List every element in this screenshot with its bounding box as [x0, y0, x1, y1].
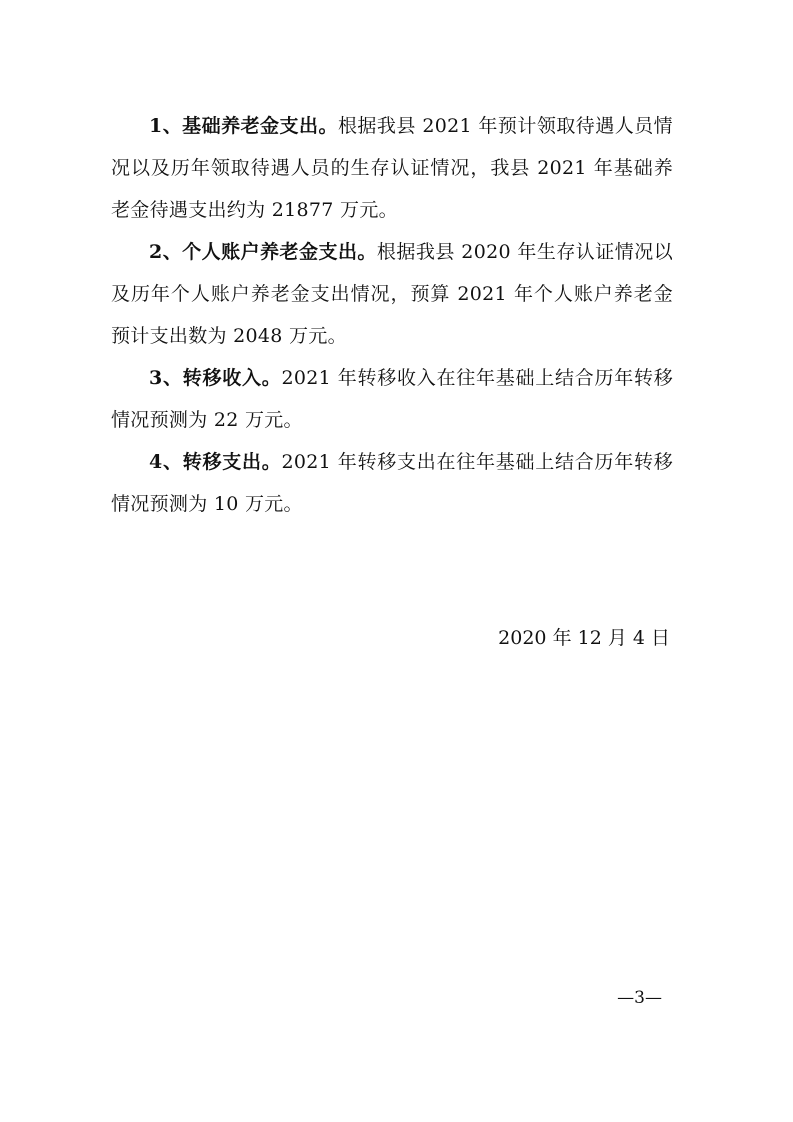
paragraph-heading: 4、转移支出。: [149, 451, 282, 473]
document-body: [111, 105, 673, 525]
paragraph-heading: 2、个人账户养老金支出。: [149, 241, 377, 263]
document-date: 2020 年 12 月 4 日: [498, 627, 670, 649]
paragraph-text: 根据我县 2021 年预计领取待遇人员情况以及历年领取待遇人员的生存认证情况，我县 2021 年基础养老金待遇支出约为 21877 万元。: [111, 115, 673, 221]
paragraph-transfer-income: [111, 357, 673, 441]
paragraph-heading: 3、转移收入。: [149, 367, 282, 389]
paragraph-personal-account-pension-expenditure: [111, 231, 673, 357]
paragraph-heading: 1、基础养老金支出。: [149, 115, 338, 137]
page-number: —3—: [617, 988, 662, 1008]
paragraph-text: 根据我县 2020 年生存认证情况以及历年个人账户养老金支出情况，预算 2021 年个人账户养老金预计支出数为 2048 万元。: [111, 241, 673, 347]
paragraph-text: 2021 年转移支出在往年基础上结合历年转移情况预测为 10 万元。: [111, 451, 673, 515]
paragraph-transfer-expenditure: [111, 441, 673, 525]
paragraph-text: 2021 年转移收入在往年基础上结合历年转移情况预测为 22 万元。: [111, 367, 673, 431]
paragraph-basic-pension-expenditure: [111, 105, 673, 231]
